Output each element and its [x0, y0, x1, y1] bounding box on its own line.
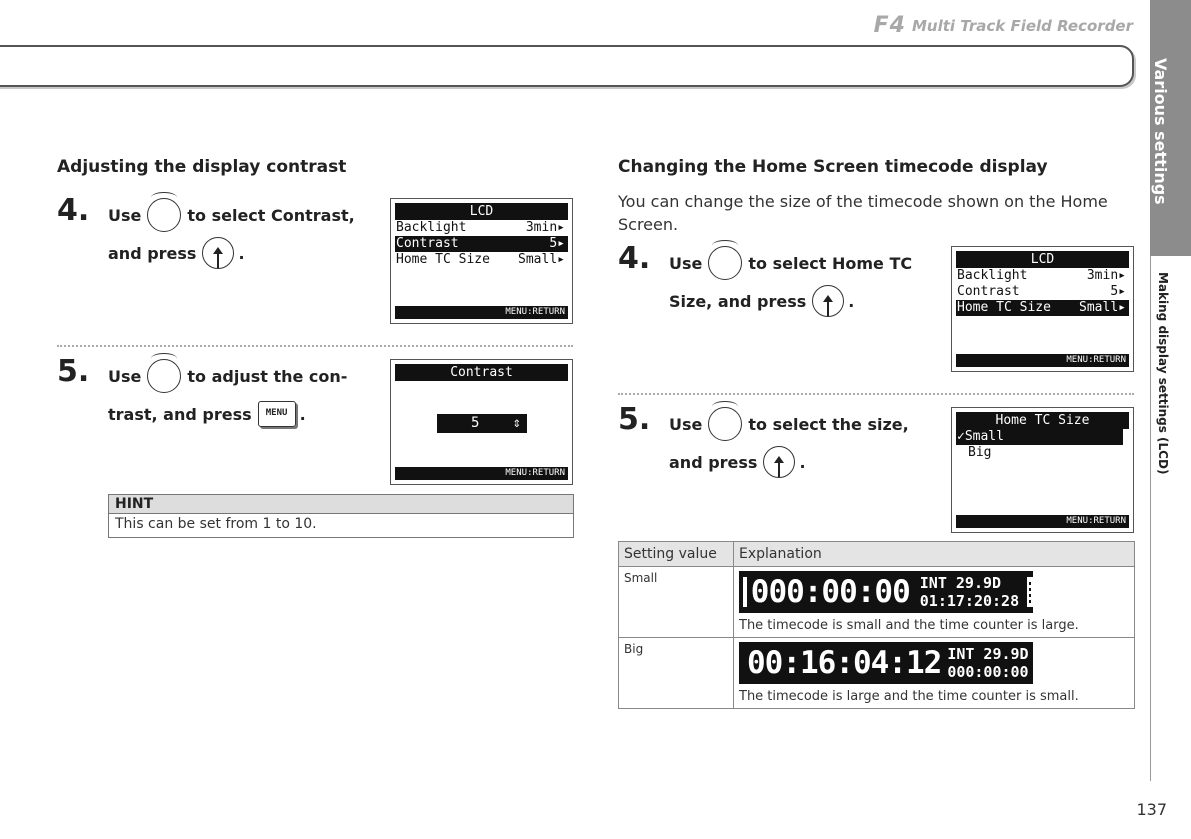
lcd-title: Home TC Size [956, 412, 1129, 429]
battery-icon [1027, 577, 1033, 607]
dial-icon [708, 246, 742, 280]
lcd-row-backlight: Backlight 3min▸ [957, 268, 1126, 283]
left-step5-use: Use [108, 366, 142, 386]
timecode-display-big [739, 642, 1033, 684]
press-dial-icon [763, 446, 795, 478]
left-divider [57, 345, 573, 347]
lcd-row-contrast: Contrast 5▸ [395, 236, 568, 252]
right-step4-line1 [669, 246, 912, 280]
lcd-title: LCD [956, 251, 1129, 268]
lcd-footer: MENU:RETURN [395, 467, 568, 480]
dial-icon [147, 198, 181, 232]
lcd-row-backlight: Backlight 3min▸ [396, 220, 565, 235]
counter-value: 000:00:00 [947, 663, 1029, 681]
lcd-screen-home-tc-menu [951, 246, 1134, 372]
display-block [743, 577, 747, 607]
lcd-footer: MENU:RETURN [395, 306, 568, 319]
explanation-text: The timecode is large and the time counter is small. [739, 689, 1079, 704]
right-step4-end: . [848, 291, 855, 311]
time-counter-large: 000:00:00 [750, 574, 910, 610]
timecode-rate: INT 29.9D [947, 645, 1029, 663]
timecode-small [920, 574, 1019, 610]
side-tab-label: Various settings [1151, 58, 1170, 205]
lcd-contrast-value-box [437, 414, 527, 433]
right-step5-line2 [669, 446, 806, 478]
table-cell-explanation [734, 567, 1135, 638]
hint-body: This can be set from 1 to 10. [115, 516, 317, 532]
lcd-row-contrast: Contrast 5▸ [957, 284, 1126, 299]
left-step5-end: . [299, 404, 306, 424]
right-intro: You can change the size of the timecode shown on the Home Screen. [618, 192, 1108, 234]
left-step5-line2 [108, 401, 306, 427]
lcd-option-small: ✓Small [956, 429, 1123, 445]
right-step5-text1: to select the size, [748, 414, 909, 434]
time-counter-small [947, 645, 1028, 681]
left-step5-text1: to adjust the con- [187, 366, 348, 386]
lcd-row-home-tc-size: Home TC Size Small▸ [956, 300, 1129, 316]
right-section-title: Changing the Home Screen timecode display [618, 157, 1048, 177]
brand-logo: F4 [873, 13, 906, 38]
spin-arrows-icon: ⇕ [512, 415, 521, 431]
right-step5-use: Use [669, 414, 703, 434]
left-step4-text1: to select Contrast, [187, 205, 355, 225]
right-step4-line2 [669, 285, 854, 317]
right-step5-text2: and press [669, 452, 758, 472]
lcd-footer: MENU:RETURN [956, 515, 1129, 528]
left-step4-text2: and press [108, 243, 197, 263]
hint-box [108, 494, 574, 538]
table-cell-setting: Small [619, 567, 734, 638]
dial-icon [708, 407, 742, 441]
timecode-display-small [739, 571, 1033, 613]
table-header-explanation: Explanation [734, 542, 1135, 567]
lcd-row-home-tc-size: Home TC Size Small▸ [396, 252, 565, 267]
left-step5-line1 [108, 359, 347, 393]
lcd-screen-contrast-menu [390, 198, 573, 324]
left-step4-number: 4. [57, 193, 90, 228]
right-step5-end: . [799, 452, 806, 472]
lcd-title: Contrast [395, 364, 568, 381]
lcd-screen-contrast-value [390, 359, 573, 485]
table-header-setting: Setting value [619, 542, 734, 567]
lcd-contrast-value: 5 [471, 415, 480, 431]
right-step4-text2: Size, and press [669, 291, 807, 311]
brand [874, 13, 1133, 38]
lcd-footer: MENU:RETURN [956, 354, 1129, 367]
left-step5-text2: trast, and press [108, 404, 252, 424]
lcd-title: LCD [395, 203, 568, 220]
left-step4-use: Use [108, 205, 142, 225]
right-step4-use: Use [669, 253, 703, 273]
right-step5-number: 5. [618, 402, 651, 437]
table-cell-setting: Big [619, 638, 734, 709]
dial-icon [147, 359, 181, 393]
table-cell-explanation [734, 638, 1135, 709]
settings-table [618, 541, 1135, 709]
right-step4-number: 4. [618, 241, 651, 276]
lcd-screen-home-tc-size [951, 407, 1134, 533]
table-header-row [619, 542, 1135, 567]
left-step4-line1 [108, 198, 355, 232]
explanation-text: The timecode is small and the time counter is large. [739, 618, 1079, 633]
timecode-rate: INT 29.9D [919, 574, 1002, 592]
right-step4-text1: to select Home TC [748, 253, 913, 273]
table-row [619, 638, 1135, 709]
header-bar [0, 45, 1134, 87]
timecode-large: 00:16:04:12 [747, 645, 942, 681]
left-step5-number: 5. [57, 354, 90, 389]
side-subtitle: Making display settings (LCD) [1156, 272, 1170, 475]
hint-heading: HINT [109, 495, 573, 514]
side-divider [1150, 256, 1151, 781]
timecode-value: 01:17:20:28 [919, 592, 1020, 610]
left-step4-end: . [238, 243, 245, 263]
press-dial-icon [812, 285, 844, 317]
brand-subtitle: Multi Track Field Recorder [911, 16, 1133, 35]
side-tab [1150, 0, 1191, 256]
menu-key-icon: MENU [258, 401, 296, 427]
page-number: 137 [1136, 800, 1167, 819]
left-section-title: Adjusting the display contrast [57, 157, 347, 177]
right-divider [618, 393, 1134, 395]
left-step4-line2 [108, 237, 245, 269]
lcd-option-big: Big [968, 445, 992, 460]
table-row [619, 567, 1135, 638]
press-dial-icon [202, 237, 234, 269]
right-step5-line1 [669, 407, 909, 441]
